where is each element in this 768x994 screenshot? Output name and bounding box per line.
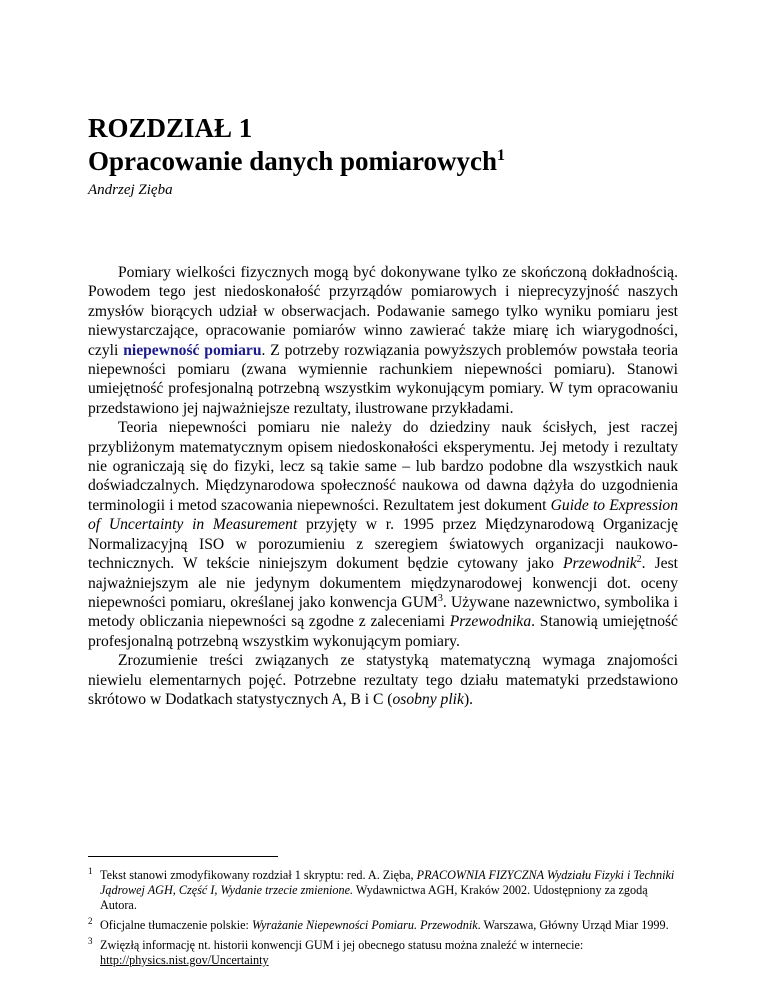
footnote-ref-1[interactable]: 1 [497,147,506,164]
chapter-title-text: Opracowanie danych pomiarowych [88,146,498,176]
guide-title: Guide to Expression of Uncertainty in Measurement [88,496,678,534]
footnote-ref-2[interactable]: 2 [636,553,642,565]
footnotes [88,868,678,973]
term-niepewnosc-pomiaru: niepewność pomiaru [123,341,262,359]
paragraph-1: Pomiary wielkości fizycznych mogą być dokonywane tylko ze skończoną dokładnością. Powodem tego jest niedoskonałość przyrządów pomiarowych i nieprecyzyjność naszych zmysłów biorących udział w obserwacjach. Podawanie samego tylko wyniku pomiaru jest niewystarczające, opracowanie pomiarów winno zawierać także miarę ich wiarygodności, czyli niepewność pomiaru. Z potrzeby rozwiązania powyższych problemów powstała teoria niepewności pomiaru (zwana wymiennie rachunkiem niepewności pomiaru). Stanowi umiejętność profesjonalną potrzebną wszystkim wykonującym pomiary. W tym opracowaniu przedstawiono jej najważniejsze rezultaty, ilustrowane przykładami. [88,264,678,417]
paragraph-3: Zrozumienie treści związanych ze statystyką matematyczną wymaga znajomości niewielu elementarnych pojęć. Potrzebne rezultaty tego działu matematyki przedstawiono skrótowo w Dodatkach statystycznych A, B i C (osobny plik). [88,652,678,708]
przewodnik-label: Przewodnik [563,555,637,573]
footnote-number: 1 [88,866,93,876]
footnote-ref-3[interactable]: 3 [437,592,443,604]
paragraph-2: Teoria niepewności pomiaru nie należy do dziedziny nauk ścisłych, jest raczej przybliżonym matematycznym opisem niedoskonałości eksperymentu. Jej metody i rezultaty nie ograniczają się do fizyki, lecz są takie same – lub bardzo podobne dla wszystkich nauk doświadczalnych. Międzynarodowa społeczność naukowa od dawna dążyła do uzgodnienia terminologii i metod szacowania niepewności. Rezultatem jest dokument Guide to Expression of Uncertainty in Measurement przyjęty w r. 1995 przez Międzynarodową Organizację Normalizacyjną ISO w porozumieniu z szeregiem światowych organizacji naukowo-technicznych. W tekście niniejszym dokument będzie cytowany jako Przewodnik$^2$. Jest najważniejszym ale nie jedynym dokumentem międzynarodowej konwencji dot. oceny niepewności pomiaru, określanej jako konwencja GUM$^3$. Używane nazewnictwo, symbolika i metody obliczania niepewności są zgodne z zaleceniami Przewodnika. Stanowią umiejętność profesjonalną potrzebną wszystkim wykonującym pomiary. [88,419,679,650]
footnote-number: 2 [88,916,93,926]
footnote-number: 3 [88,936,93,946]
footnote-2: 2 Oficjalne tłumaczenie polskie: Wyrażanie Niepewności Pomiaru. Przewodnik. Warszawa, Główny Urząd Miar 1999. [88,916,669,932]
przewodnika-label: Przewodnika [449,613,532,631]
separate-file-note: osobny plik [392,690,464,708]
footnote-1: 1 Tekst stanowi zmodyfikowany rozdział 1 skryptu: red. A. Zięba, PRACOWNIA FIZYCZNA Wydziału Fizyki i Techniki Jądrowej AGH, Część I, Wydanie trzecie zmienione. Wydawnictwa AGH, Kraków 2002. Udostępniony za zgodą Autora. [88,866,675,912]
footnote-3: 3 Zwięzłą informację nt. historii konwencji GUM i jej obecnego statusu można znaleźć w internecie: http://physics.nist.gov/Uncertainty [88,936,584,967]
chapter-title [88,145,505,178]
author-name: Andrzej Zięba [88,182,173,198]
footnote-divider [88,856,278,857]
body-text [88,263,678,709]
chapter-label: ROZDZIAŁ 1 [88,113,253,143]
nist-uncertainty-link[interactable]: http://physics.nist.gov/Uncertainty [100,953,269,967]
